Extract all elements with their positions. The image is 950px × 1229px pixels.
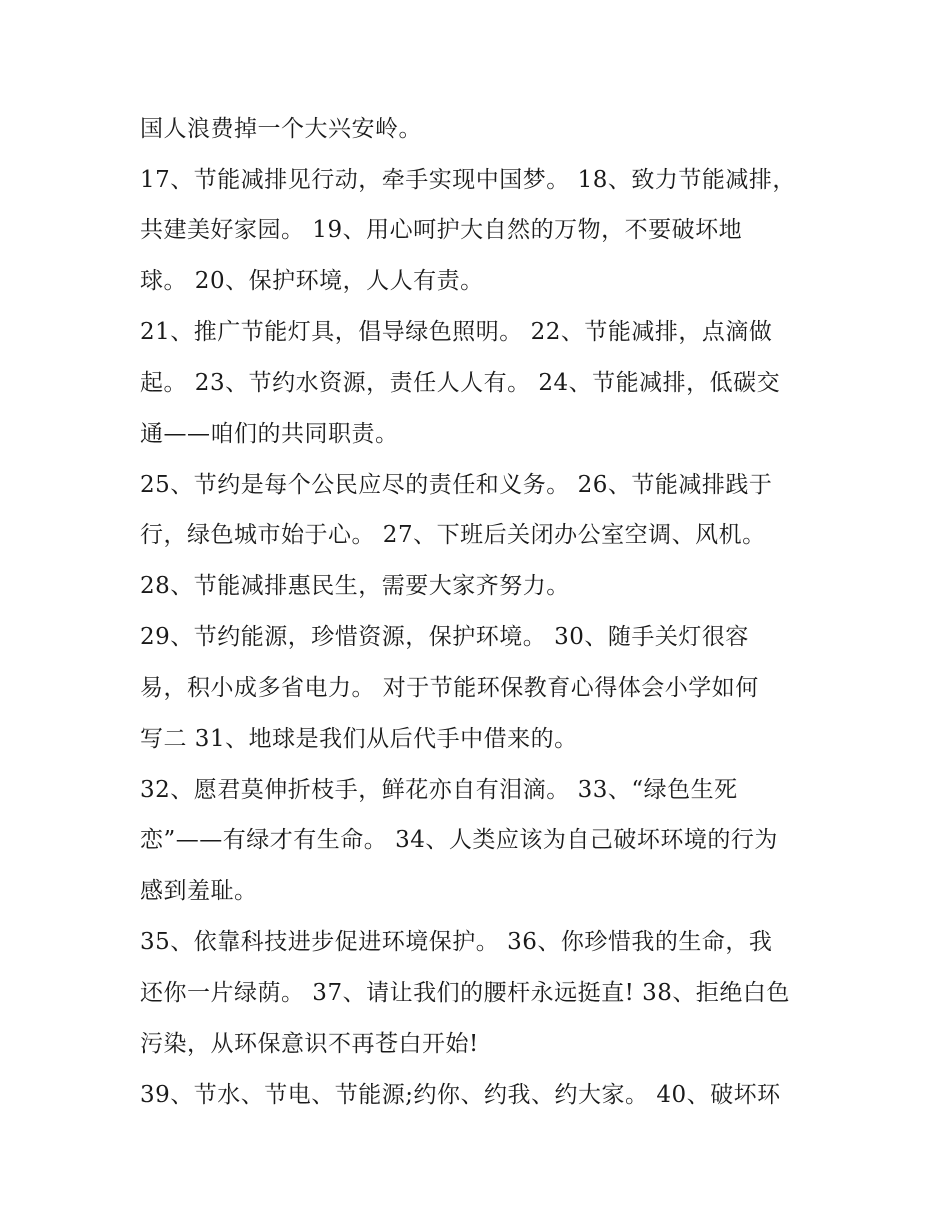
- text-line: 球。 20、保护环境，人人有责。: [140, 268, 484, 294]
- text-line: 行，绿色城市始于心。 27、下班后关闭办公室空调、风机。: [140, 522, 766, 548]
- text-line: 通——咱们的共同职责。: [140, 421, 399, 447]
- text-line: 28、节能减排惠民生，需要大家齐努力。: [140, 573, 570, 599]
- text-line: 写二 31、地球是我们从后代手中借来的。: [140, 726, 578, 752]
- text-line: 起。 23、节约水资源，责任人人有。 24、节能减排，低碳交: [140, 370, 781, 396]
- text-line: 39、节水、节电、节能源;约你、约我、约大家。 40、破坏环: [140, 1082, 781, 1108]
- text-line: 共建美好家园。 19、用心呵护大自然的万物，不要破坏地: [140, 217, 743, 243]
- text-line: 恋”——有绿才有生命。 34、人类应该为自己破坏环境的行为: [140, 827, 778, 853]
- text-line: 还你一片绿荫。 37、请让我们的腰杆永远挺直! 38、拒绝白色: [140, 980, 790, 1006]
- text-line: 17、节能减排见行动，牵手实现中国梦。 18、致力节能减排，: [140, 167, 796, 193]
- text-line: 污染，从环保意识不再苍白开始!: [140, 1031, 479, 1057]
- text-line: 易，积小成多省电力。 对于节能环保教育心得体会小学如何: [140, 675, 759, 701]
- text-line: 国人浪费掉一个大兴安岭。: [140, 116, 422, 142]
- text-line: 感到羞耻。: [140, 878, 258, 904]
- text-line: 21、推广节能灯具，倡导绿色照明。 22、节能减排，点滴做: [140, 319, 773, 345]
- text-line: 25、节约是每个公民应尽的责任和义务。 26、节能减排践于: [140, 472, 773, 498]
- text-line: 29、节约能源，珍惜资源，保护环境。 30、随手关灯很容: [140, 624, 749, 650]
- text-line: 35、依靠科技进步促进环境保护。 36、你珍惜我的生命，我: [140, 929, 773, 955]
- text-line: 32、愿君莫伸折枝手，鲜花亦自有泪滴。 33、“绿色生死: [140, 777, 738, 803]
